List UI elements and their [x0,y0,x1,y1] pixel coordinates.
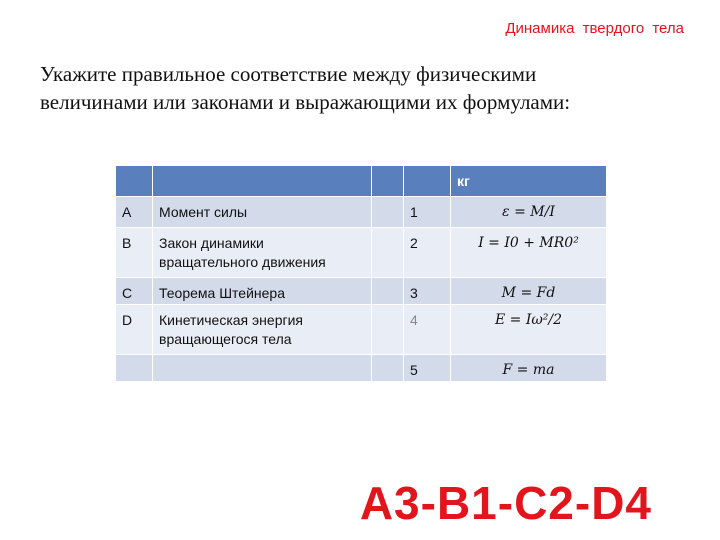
formula-text: I = I0 + MR0² [478,235,579,251]
question-line-1: Укажите правильное соответствие между физическими [40,62,537,86]
matching-table [116,166,607,382]
blank-cell [372,197,404,228]
table-row [116,228,607,278]
row-name-text: Момент силы [159,204,248,220]
table-row [116,305,607,355]
header-cell [153,166,372,197]
row-number: 1 [404,197,451,228]
row-name [153,228,372,278]
row-name-text: Кинетическая энергия вращающегося тела [159,312,303,347]
topic-title: Динамика твердого тела [505,20,684,37]
row-letter: A [116,197,153,228]
question-line-2: величинами или законами и выражающими их формулами: [40,90,571,114]
row-letter: B [116,228,153,278]
row-name [153,355,372,382]
header-unit: кг [451,166,607,197]
row-formula: F = ma [451,355,607,382]
blank-cell [372,305,404,355]
blank-cell [372,355,404,382]
table-header-row [116,166,607,197]
header-cell [372,166,404,197]
table-row [116,278,607,305]
header-cell [404,166,451,197]
table-row [116,197,607,228]
row-formula: E = Iω²/2 [451,305,607,355]
question-text [40,60,680,116]
row-name [153,197,372,228]
row-number: 4 [404,305,451,355]
row-formula [451,228,607,278]
row-name-text: Теорема Штейнера [159,285,285,301]
row-number: 5 [404,355,451,382]
row-formula: ε = M/I [451,197,607,228]
header-cell [116,166,153,197]
row-letter [116,355,153,382]
table-row [116,355,607,382]
row-number: 3 [404,278,451,305]
row-name-text: Закон динамики вращательного движения [159,235,326,270]
row-letter: C [116,278,153,305]
row-name [153,278,372,305]
blank-cell [372,228,404,278]
row-name [153,305,372,355]
answer-text: A3-B1-C2-D4 [359,477,652,529]
blank-cell [372,278,404,305]
row-letter: D [116,305,153,355]
row-number: 2 [404,228,451,278]
row-formula: M = Fd [451,278,607,305]
